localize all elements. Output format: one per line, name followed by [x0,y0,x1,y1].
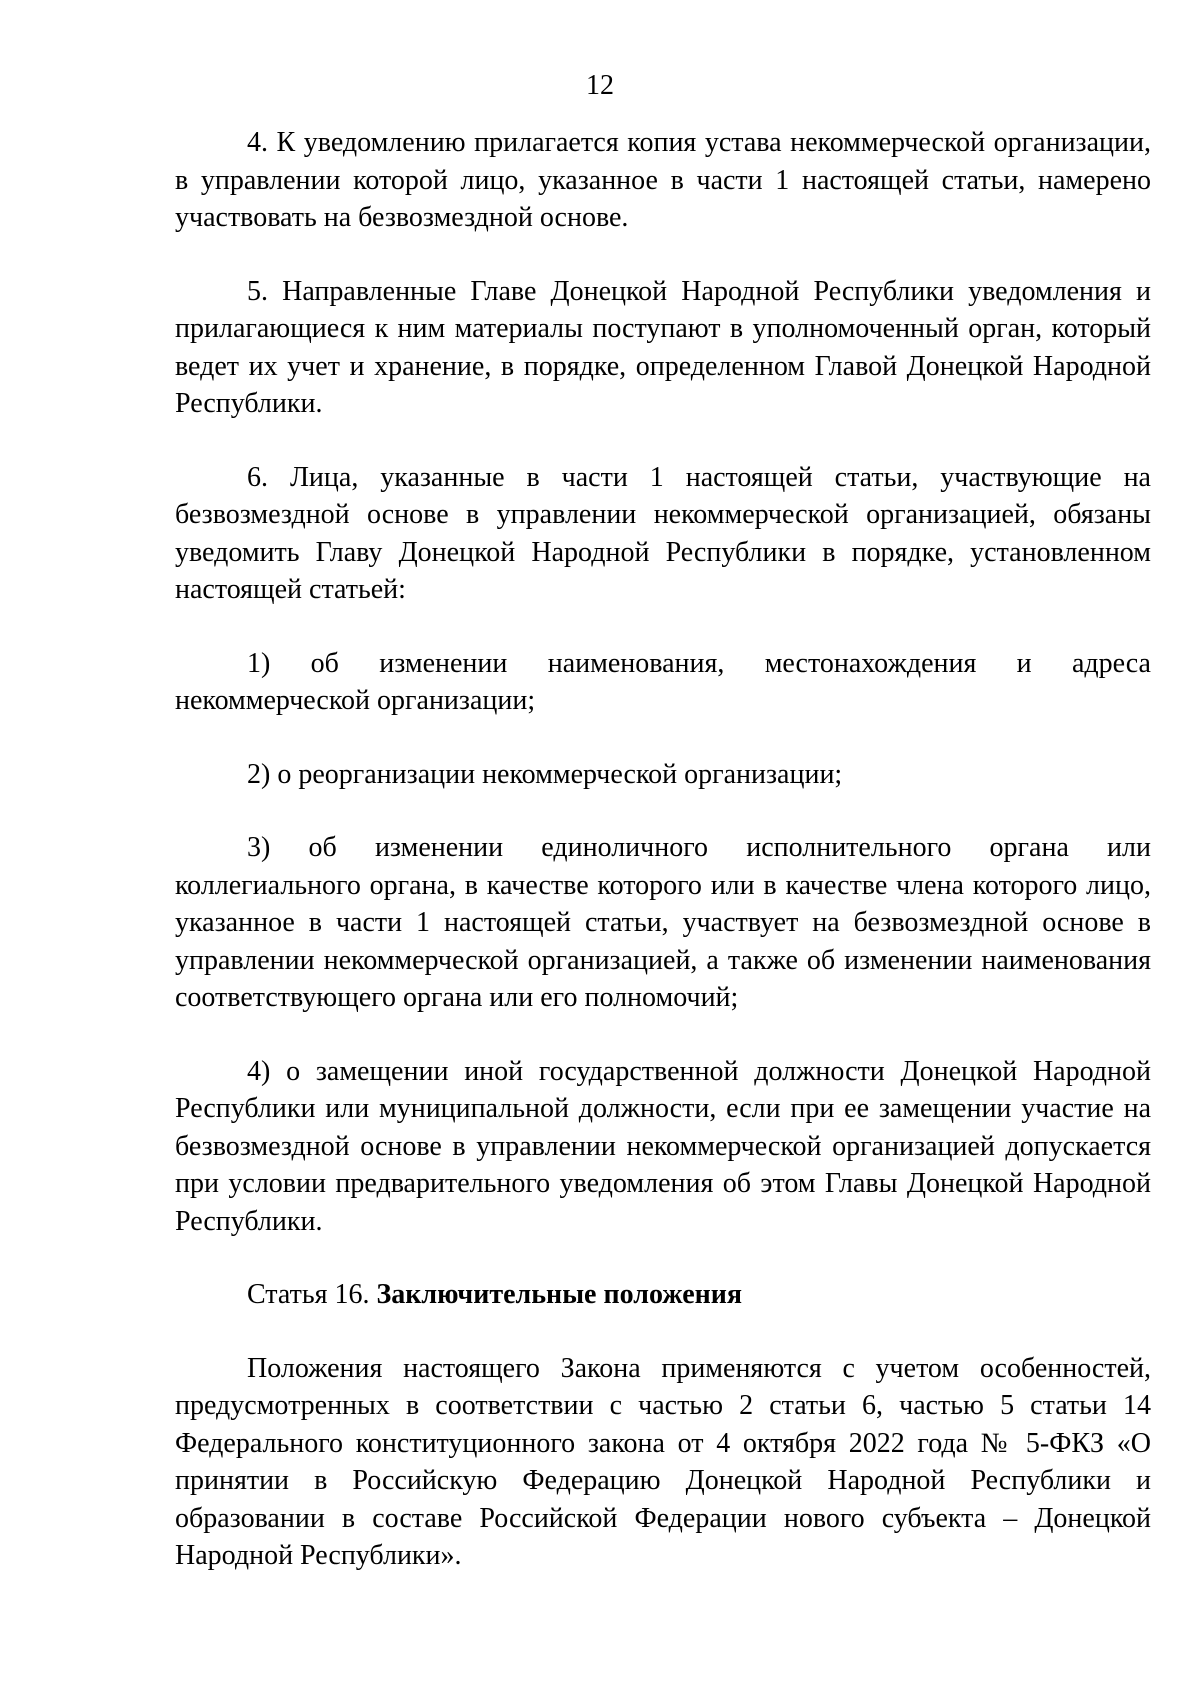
article-heading [175,1276,1151,1314]
list-item-4: 4) о замещении иной государственной должности Донецкой Народной Республики или муниципальной должности, если при ее замещении участие на безвозмездной основе в управлении некоммерческой организацией допускается при условии предварительного уведомления об этом Главы Донецкой Народной Республики. [175,1055,1151,1237]
list-item-1: 1) об изменении наименования, местонахождения и адреса некоммерческой организации; [175,647,1151,716]
page-number: 12 [586,70,614,101]
paragraph-part-4: 4. К уведомлению прилагается копия устава некоммерческой организации, в управлении которой лицо, указанное в части 1 настоящей статьи, намерено участвовать на безвозмездной основе. [175,127,1151,233]
article-title: Заключительные положения [376,1279,743,1310]
list-item-2: 2) о реорганизации некоммерческой организации; [247,758,843,790]
document-body [175,124,1151,1575]
list-item-3: 3) об изменении единоличного исполнительного органа или коллегиального органа, в качестве которого или в качестве члена которого лицо, указанное в части 1 настоящей статьи, участвует на безвозмездной основе в управлении некоммерческой организацией, а также об изменении наименования соответствующего органа или его полномочий; [175,832,1151,1013]
paragraph-part-6: 6. Лица, указанные в части 1 настоящей статьи, участвующие на безвозмездной основе в управлении некоммерческой организацией, обязаны уведомить Главу Донецкой Народной Республики в порядке, установленном настоящей статьей: [175,461,1151,605]
final-paragraph: Положения настоящего Закона применяются с учетом особенностей, предусмотренных в соответствии с частью 2 статьи 6, частью 5 статьи 14 Федерального конституционного закона от 4 октября 2022 года № 5-ФКЗ «О принятии в Российскую Федерацию Донецкой Народной Республики и образовании в составе Российской Федерации нового субъекта – Донецкой Народной Республики». [175,1352,1151,1571]
paragraph-part-5: 5. Направленные Главе Донецкой Народной Республики уведомления и прилагающиеся к ним материалы поступают в уполномоченный орган, который ведет их учет и хранение, в порядке, определенном Главой Донецкой Народной Республики. [175,275,1151,419]
article-prefix: Статья 16. [247,1279,377,1310]
